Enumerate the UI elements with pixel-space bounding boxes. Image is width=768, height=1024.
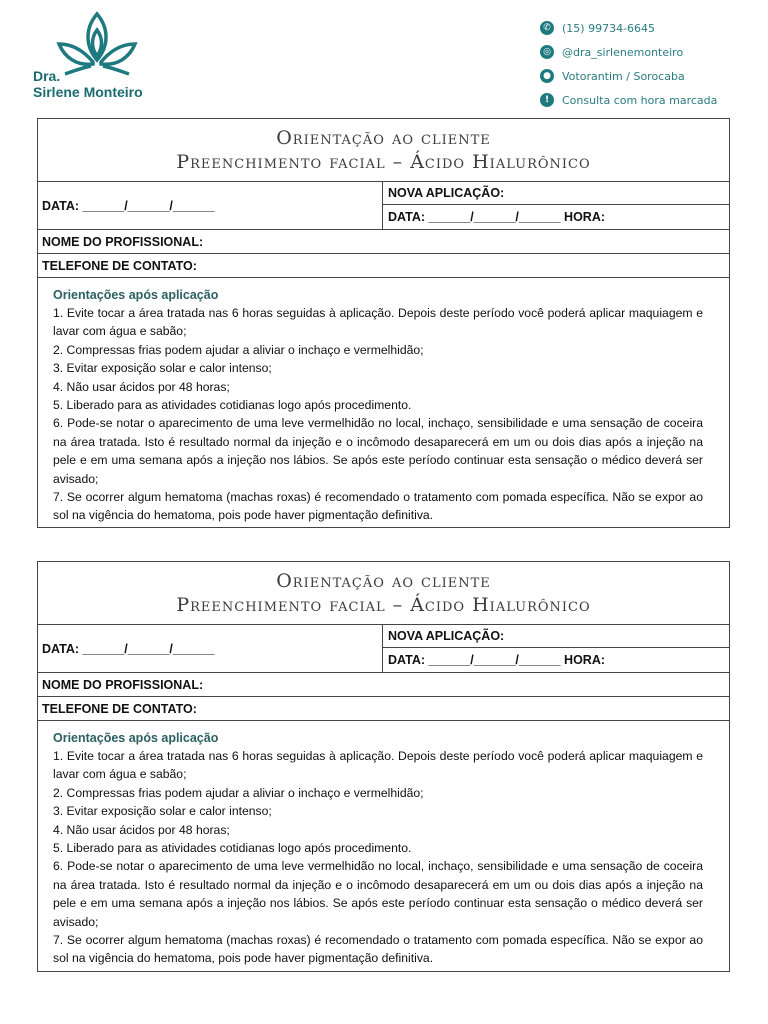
instruction-item: 2. Compressas frias podem ajudar a aliviar o inchaço e vermelhidão; bbox=[53, 785, 424, 800]
instruction-item: 2. Compressas frias podem ajudar a aliviar o inchaço e vermelhidão; bbox=[53, 342, 424, 357]
logo-name: Sirlene Monteiro bbox=[33, 84, 143, 100]
phone-field[interactable]: TELEFONE DE CONTATO: bbox=[38, 697, 729, 721]
instructions bbox=[38, 721, 729, 968]
instructions-title: Orientações após aplicação bbox=[53, 288, 219, 302]
contact-phone bbox=[540, 16, 760, 40]
note-text: Consulta com hora marcada bbox=[562, 93, 718, 107]
location-icon: ● bbox=[540, 69, 554, 83]
location-text: Votorantim / Sorocaba bbox=[562, 69, 685, 83]
form-title bbox=[38, 562, 729, 625]
orientation-form bbox=[37, 118, 730, 528]
phone-text: (15) 99734-6645 bbox=[562, 21, 656, 35]
clinic-logo bbox=[30, 10, 170, 105]
new-application-date-field[interactable]: DATA: ______/______/______ HORA: bbox=[388, 210, 606, 224]
instruction-item: 1. Evite tocar a área tratada nas 6 horas seguidas à aplicação. Depois deste período você poderá aplicar maquiagem e lavar com água e sabão; bbox=[53, 306, 703, 339]
lotus-icon bbox=[55, 10, 139, 76]
form-title-line2: Preenchimento facial – Ácido Hialurônico bbox=[176, 151, 591, 173]
instruction-item: 4. Não usar ácidos por 48 horas; bbox=[53, 822, 230, 837]
instructions-title: Orientações após aplicação bbox=[53, 731, 219, 745]
instruction-item: 3. Evitar exposição solar e calor intenso; bbox=[53, 804, 272, 819]
date-row bbox=[38, 625, 729, 673]
instruction-item: 1. Evite tocar a área tratada nas 6 horas seguidas à aplicação. Depois deste período você poderá aplicar maquiagem e lavar com água e sabão; bbox=[53, 749, 703, 782]
date-field[interactable]: DATA: ______/______/______ bbox=[38, 625, 383, 672]
instruction-item: 6. Pode-se notar o aparecimento de uma leve vermelhidão no local, inchaço, sensibilidade e uma sensação de coceira na área tratada. Isto é resultado normal da injeção e o incômodo desaparecerá em um ou dois dias após a injeção na pele e em uma semana após a injeção nos lábios. Se após este período continuar esta sensação o médico deverá ser avisado; bbox=[53, 859, 703, 929]
contact-list bbox=[540, 16, 760, 112]
instruction-item: 6. Pode-se notar o aparecimento de uma leve vermelhidão no local, inchaço, sensibilidade e uma sensação de coceira na área tratada. Isto é resultado normal da injeção e o incômodo desaparecerá em um ou dois dias após a injeção na pele e em uma semana após a injeção nos lábios. Se após este período continuar esta sensação o médico deverá ser avisado; bbox=[53, 416, 703, 486]
logo-title: Dra. bbox=[33, 68, 61, 84]
instruction-item: 3. Evitar exposição solar e calor intenso; bbox=[53, 361, 272, 376]
new-application-label: NOVA APLICAÇÃO: bbox=[383, 625, 729, 648]
date-row bbox=[38, 182, 729, 230]
instagram-icon: ◎ bbox=[540, 45, 554, 59]
instagram-text: @dra_sirlenemonteiro bbox=[562, 45, 684, 59]
instruction-item: 4. Não usar ácidos por 48 horas; bbox=[53, 379, 230, 394]
professional-field[interactable]: NOME DO PROFISSIONAL: bbox=[38, 230, 729, 254]
doctor-name bbox=[33, 68, 143, 100]
contact-location bbox=[540, 64, 760, 88]
professional-field[interactable]: NOME DO PROFISSIONAL: bbox=[38, 673, 729, 697]
instruction-item: 5. Liberado para as atividades cotidianas logo após procedimento. bbox=[53, 398, 412, 413]
instructions bbox=[38, 278, 729, 525]
new-application-label: NOVA APLICAÇÃO: bbox=[383, 182, 729, 205]
new-application bbox=[383, 625, 729, 672]
instruction-item: 5. Liberado para as atividades cotidianas logo após procedimento. bbox=[53, 841, 412, 856]
phone-icon: ✆ bbox=[540, 21, 554, 35]
date-field[interactable]: DATA: ______/______/______ bbox=[38, 182, 383, 229]
form-title bbox=[38, 119, 729, 182]
form-title-line1: Orientação ao cliente bbox=[276, 127, 491, 149]
form-title-line1: Orientação ao cliente bbox=[276, 570, 491, 592]
new-application-date-field[interactable]: DATA: ______/______/______ HORA: bbox=[388, 653, 606, 667]
contact-instagram bbox=[540, 40, 760, 64]
phone-field[interactable]: TELEFONE DE CONTATO: bbox=[38, 254, 729, 278]
orientation-form-copy bbox=[37, 561, 730, 972]
instruction-item: 7. Se ocorrer algum hematoma (machas roxas) é recomendado o tratamento com pomada específica. Não se expor ao sol na vigência do hematoma, pois pode haver pigmentação definitiva. bbox=[53, 933, 703, 966]
form-title-line2: Preenchimento facial – Ácido Hialurônico bbox=[176, 594, 591, 616]
alert-icon: ! bbox=[540, 93, 554, 107]
instruction-item: 7. Se ocorrer algum hematoma (machas roxas) é recomendado o tratamento com pomada específica. Não se expor ao sol na vigência do hematoma, pois pode haver pigmentação definitiva. bbox=[53, 490, 703, 523]
contact-note bbox=[540, 88, 760, 112]
new-application bbox=[383, 182, 729, 229]
